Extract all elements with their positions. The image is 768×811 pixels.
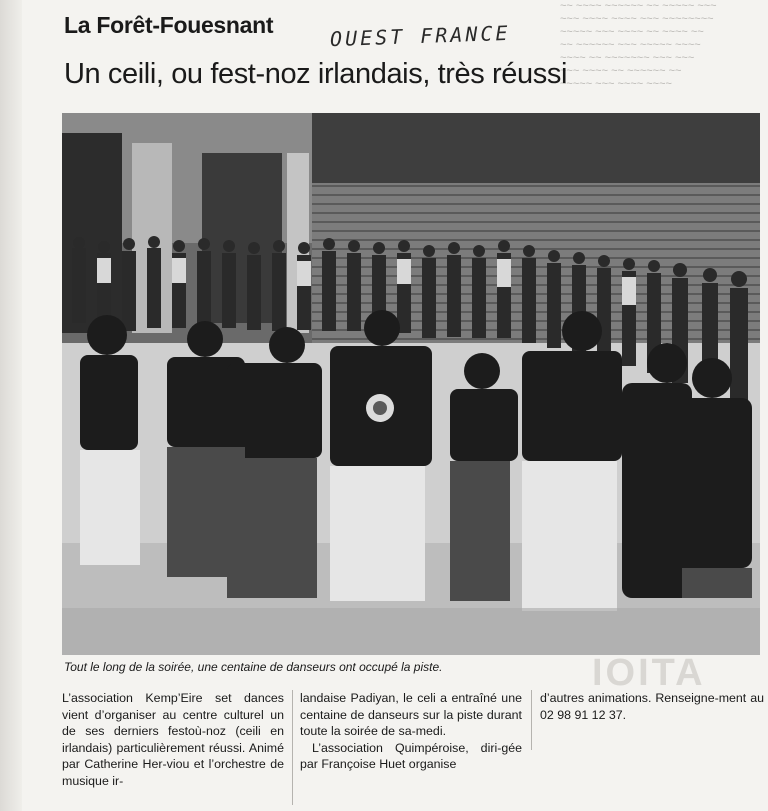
- column-divider: [292, 690, 293, 805]
- dancers-photo: [62, 113, 760, 655]
- scan-edge: [0, 0, 22, 811]
- paragraph: landaise Padiyan, le celi a entraîné une centaine de danseurs sur la piste durant toute la soirée de sa-medi.: [300, 691, 522, 739]
- photo-illustration: [62, 113, 760, 655]
- locality-title: La Forêt-Fouesnant: [64, 12, 274, 38]
- paragraph: d’autres animations. Renseigne-ment au 02 98 91 12 37.: [540, 691, 764, 722]
- headline: Un ceili, ou fest-noz irlandais, très réussi: [64, 58, 567, 90]
- paragraph: L’association Quimpéroise, diri-gée par Françoise Huet organise: [300, 740, 522, 772]
- bleed-through-stamp: IOITA: [592, 652, 706, 692]
- article-column-3: [540, 690, 764, 723]
- column-divider: [531, 690, 532, 750]
- handwritten-source-note: OUEST FRANCE: [329, 20, 511, 52]
- paragraph: L’association Kemp’Eire set dances vient d’organiser au centre culturel un de ses derniers festoù-noz (ceili en irlandais) particulièrement réussi. Animé par Catherine Her-viou et l’orchestre de musique ir-: [62, 691, 284, 788]
- bleed-through-text: ~~ ~~~~ ~~~~~~ ~~ ~~~~~ ~~~ ~~~ ~~~~ ~~~~ ~~~ ~~~~~~~~ ~~~~~ ~~~ ~~~~ ~~ ~~~~ ~~ ~~ ~~~~~~ ~~~ ~~~~~ ~~~~ ~~~~ ~~ ~~~~~~~ ~~~ ~~~ ~~~ ~~~~ ~~ ~~~~~~ ~~ ~~~~~ ~~~ ~~~~ ~~~~: [560, 0, 717, 90]
- article-column-1: [62, 690, 284, 790]
- article-column-2: [300, 690, 522, 773]
- photo-caption: Tout le long de la soirée, une centaine de danseurs ont occupé la piste.: [64, 660, 443, 674]
